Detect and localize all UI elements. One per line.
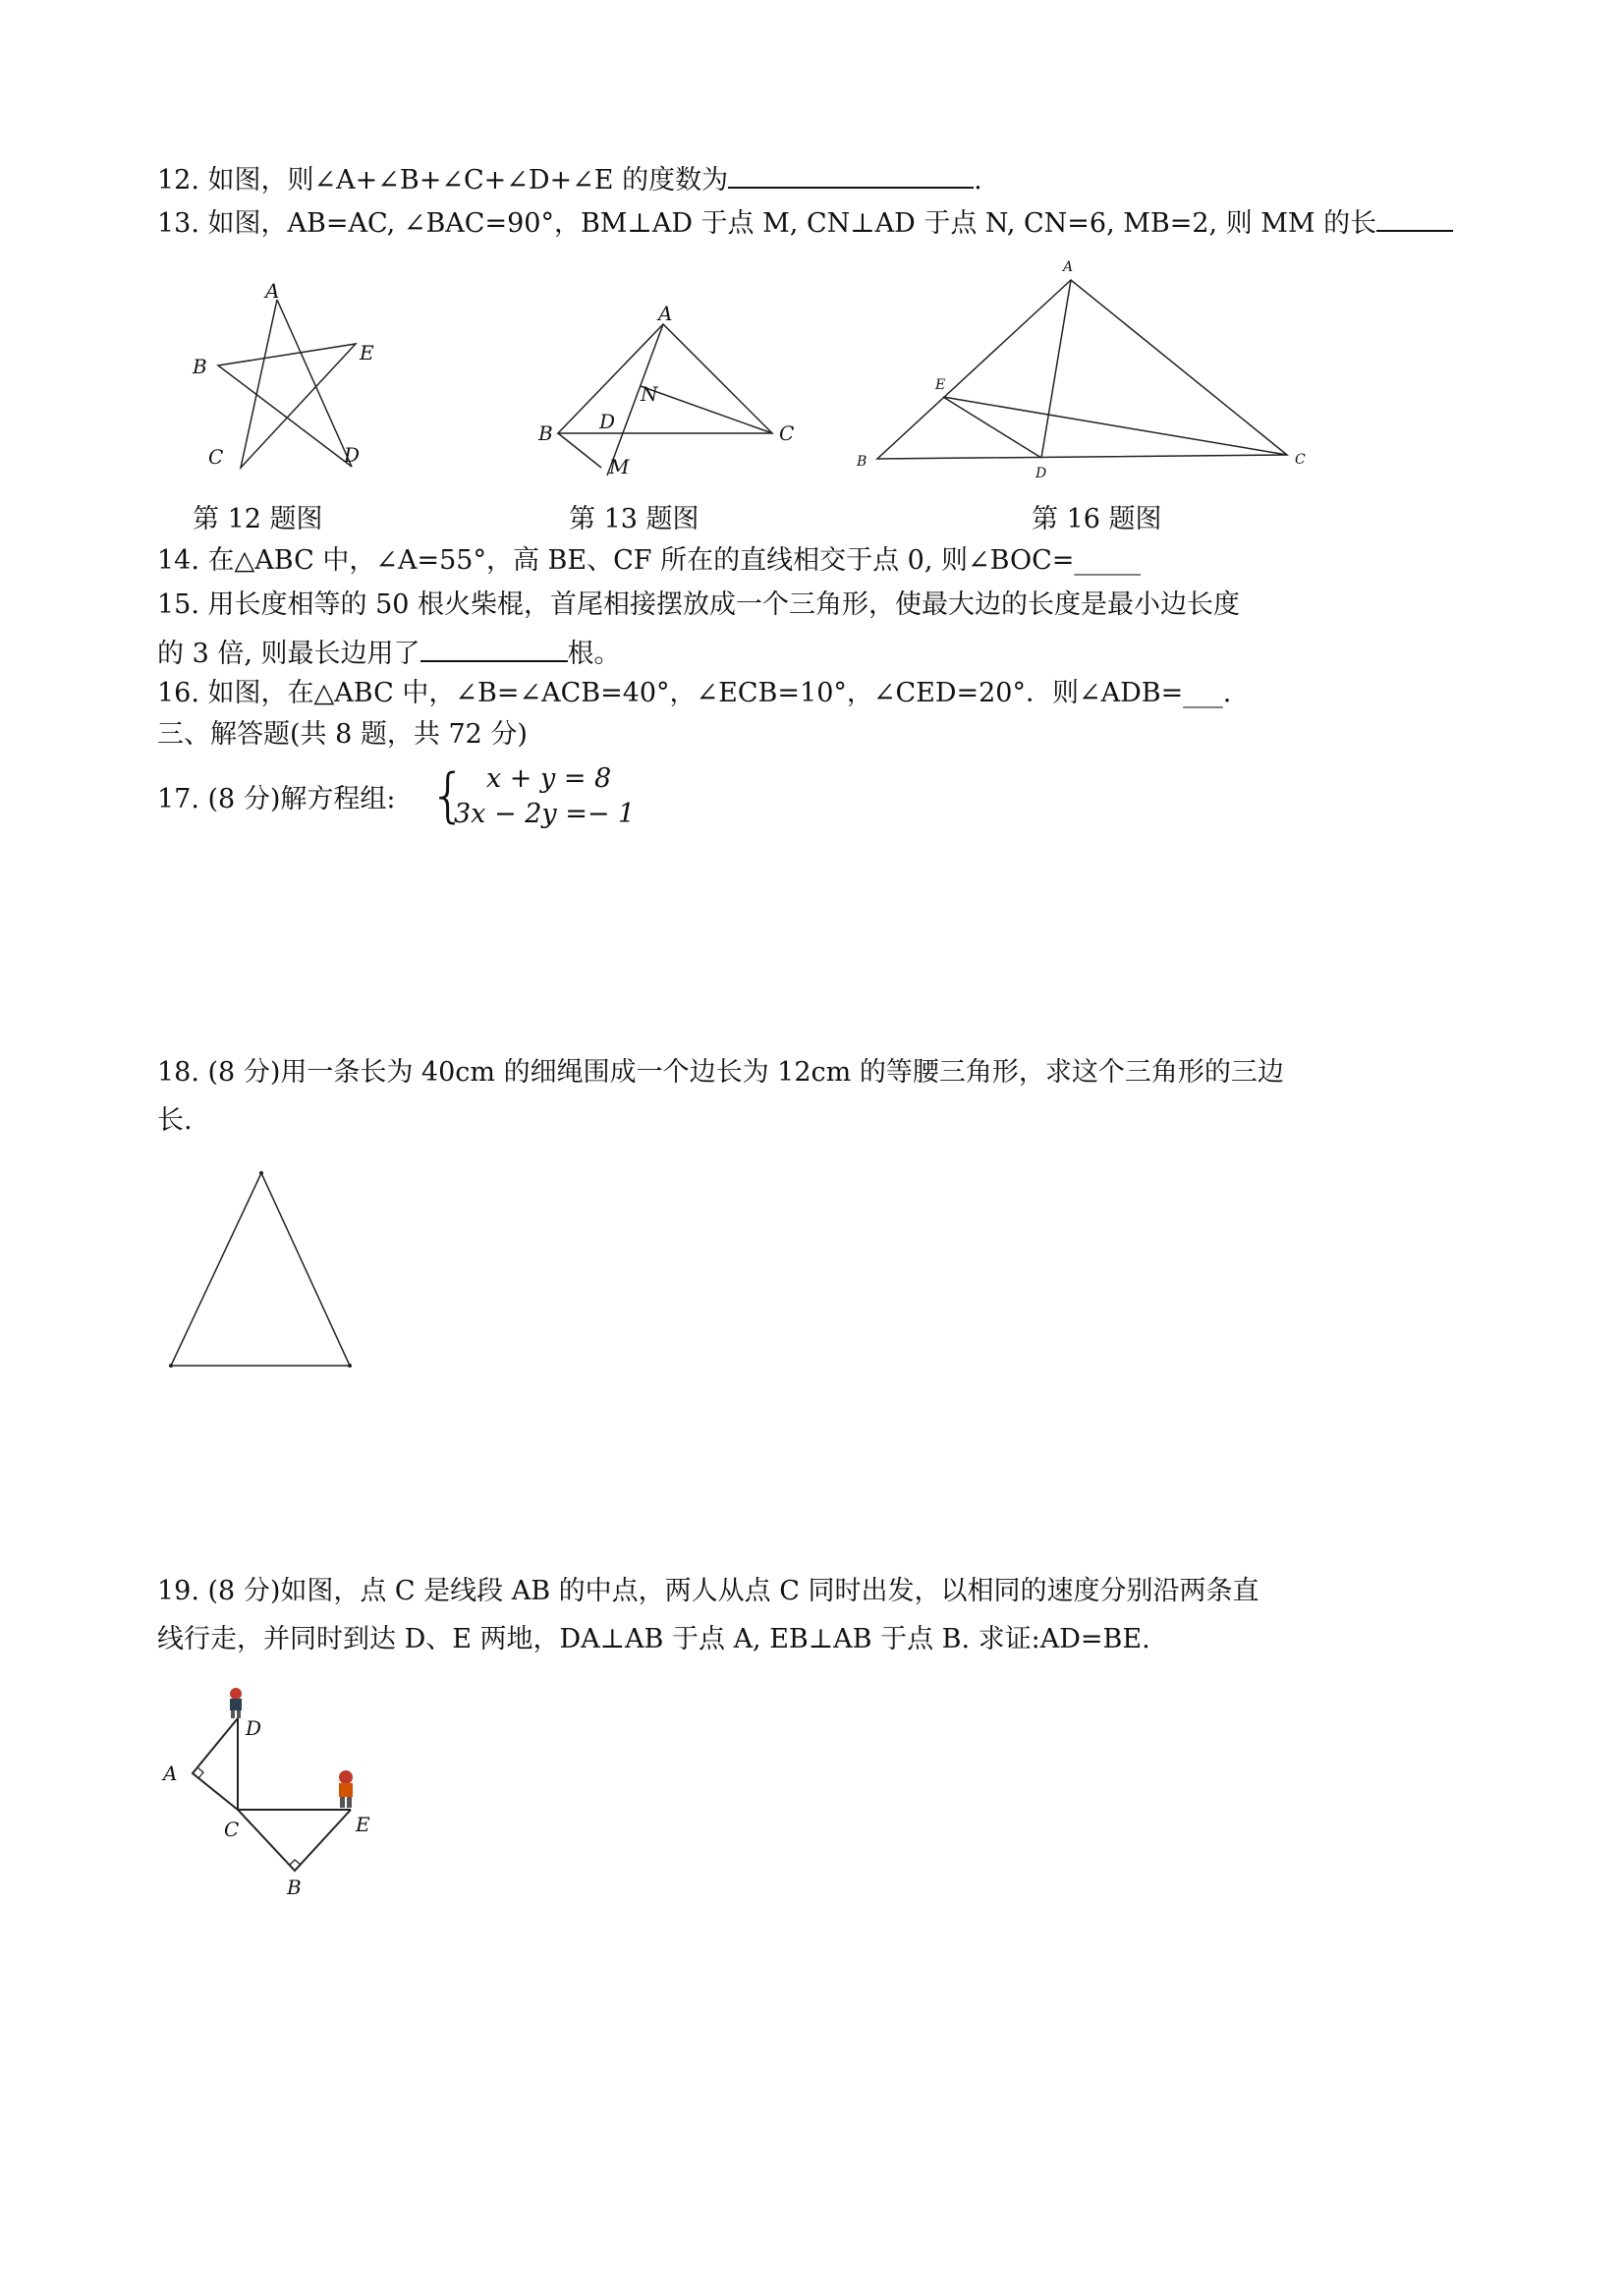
fig16-label-d: D (1035, 466, 1047, 481)
fig13-label-b: B (538, 421, 553, 445)
question-19-text-1: 19. (8 分)如图，点 C 是线段 AB 的中点，两人从点 C 同时出发，以相同的速度分别沿两条直 (157, 1576, 1259, 1606)
fig13-label-d: D (599, 410, 616, 433)
question-12-text: 12. 如图，则∠A+∠B+∠C+∠D+∠E 的度数为 (157, 165, 729, 196)
walker-d-icon (230, 1688, 242, 1718)
fig13-label-m: M (609, 455, 630, 478)
question-16-text: 16. 如图，在△ABC 中，∠B=∠ACB=40°，∠ECB=10°，∠CED=20°．则∠ADB=___. (157, 678, 1232, 708)
question-14-text: 14. 在△ABC 中，∠A=55°，高 BE、CF 所在的直线相交于点 0, 则∠BOC=_____ (157, 545, 1141, 576)
fig16-label-b: B (857, 454, 867, 470)
equation-brace: { (429, 761, 468, 830)
fig12-label-b: B (193, 355, 207, 378)
question-19-text-2: 线行走，并同时到达 D、E 两地，DA⊥AB 于点 A, EB⊥AB 于点 B. 求证:AD=BE. (157, 1624, 1150, 1654)
question-18-text-1: 18. (8 分)用一条长为 40cm 的细绳围成一个边长为 12cm 的等腰三角形，求这个三角形的三边 (157, 1057, 1284, 1088)
question-12-end: . (974, 165, 982, 196)
fig19-label-e: E (356, 1813, 370, 1836)
question-17-prefix: 17. (8 分)解方程组: (157, 784, 396, 814)
fig12-label-e: E (360, 341, 374, 364)
question-13-text: 13. 如图，AB=AC, ∠BAC=90°，BM⊥AD 于点 M, CN⊥AD 于点 N, CN=6, MB=2, 则 MM 的长 (157, 208, 1377, 239)
fig12-label-d: D (344, 443, 361, 467)
question-18-text-2: 长. (157, 1105, 193, 1136)
section-3-title: 三、解答题(共 8 题，共 72 分) (157, 719, 528, 750)
fig19-label-d: D (246, 1716, 262, 1740)
equation-2: 3x − 2y =− 1 (454, 799, 636, 829)
equation-1: x + y = 8 (486, 763, 612, 794)
walker-e-icon (339, 1770, 353, 1808)
fig13-label-n: N (641, 382, 658, 406)
figure-13-caption: 第 13 题图 (569, 504, 700, 534)
fig19-label-c: C (224, 1818, 240, 1841)
fig13-label-c: C (779, 421, 795, 445)
fig16-label-a: A (1063, 259, 1074, 275)
question-15-text-2b: 根。 (567, 639, 621, 669)
fig16-label-e: E (935, 377, 946, 393)
fig16-label-c: C (1295, 452, 1306, 468)
fig19-label-b: B (287, 1876, 302, 1899)
fig12-label-a: A (265, 279, 280, 303)
fig13-label-a: A (658, 302, 673, 325)
fig19-label-a: A (163, 1762, 178, 1785)
question-15-text-1: 15. 用长度相等的 50 根火柴棍，首尾相接摆放成一个三角形，使最大边的长度是最小边长度 (157, 589, 1241, 620)
question-15-text-2a: 的 3 倍, 则最长边用了 (157, 639, 420, 669)
figure-16-caption: 第 16 题图 (1032, 504, 1162, 534)
fig12-label-c: C (208, 445, 224, 469)
figure-12-caption: 第 12 题图 (193, 504, 323, 534)
